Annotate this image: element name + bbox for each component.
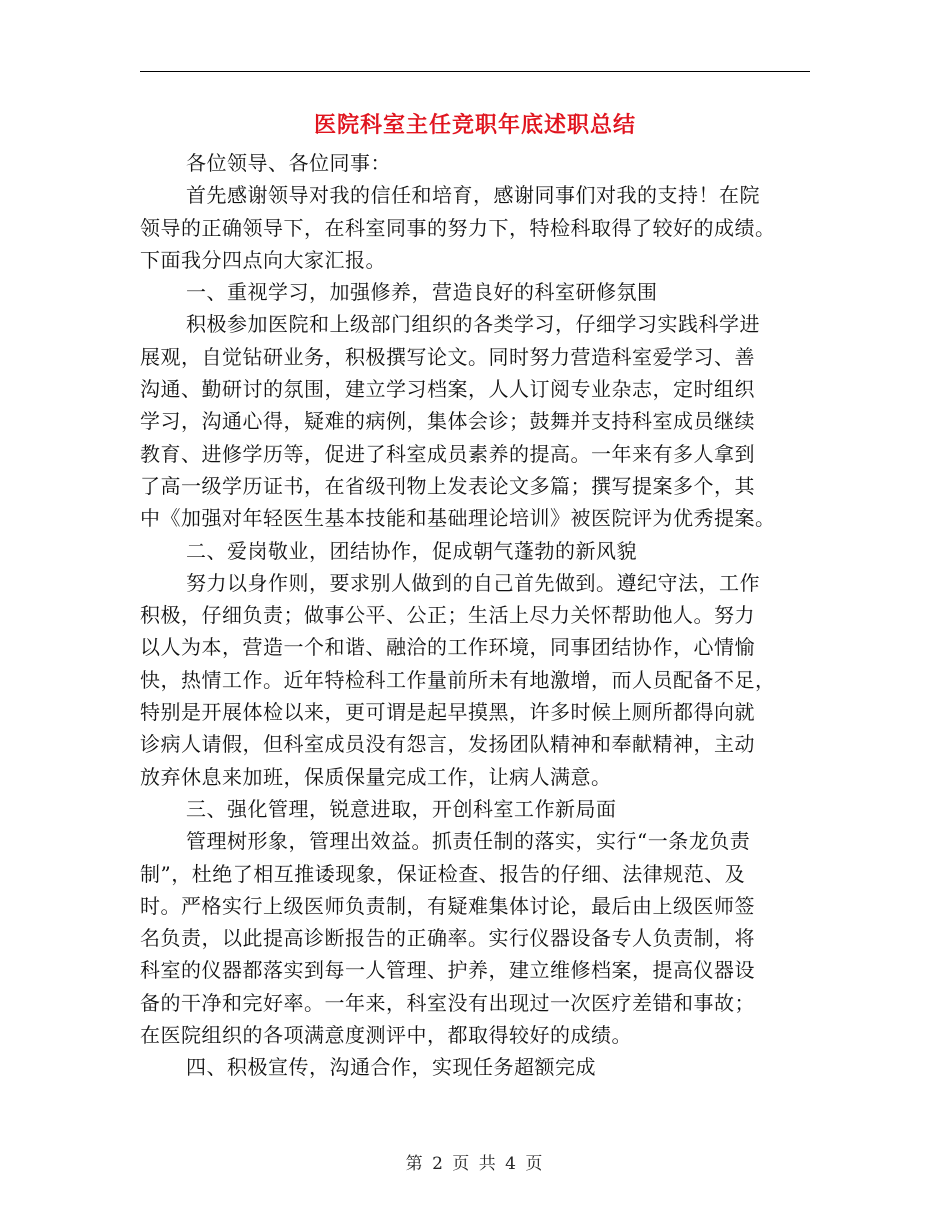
page-footer <box>0 1152 950 1176</box>
text-line: 放弃休息来加班，保质保量完成工作，让病人满意。 <box>140 764 612 789</box>
footer-prefix: 第 <box>405 1154 425 1174</box>
paragraph-section-1 <box>140 308 820 534</box>
section-heading-3 <box>140 793 820 825</box>
text-line: 以人为本，营造一个和谐、融洽的工作环境，同事团结协作，心情愉 <box>140 635 755 660</box>
footer-current-page: 2 <box>432 1154 445 1174</box>
text-line: 中《加强对年轻医生基本技能和基础理论培训》被医院评为优秀提案。 <box>140 506 776 531</box>
text-line: 积极参加医院和上级部门组织的各类学习，仔细学习实践科学进 <box>186 312 760 337</box>
document-title: 医院科室主任竞职年底述职总结 <box>313 112 636 138</box>
text-line: 诊病人请假，但科室成员没有怨言，发扬团队精神和奉献精神，主动 <box>140 732 755 757</box>
text-line: 沟通、勤研讨的氛围，建立学习档案，人人订阅专业杂志，定时组织 <box>140 377 755 402</box>
paragraph-salutation <box>140 147 820 179</box>
text-line: 科室的仪器都落实到每一人管理、护养，建立维修档案，提高仪器设 <box>140 958 755 983</box>
text-line: 管理树形象，管理出效益。抓责任制的落实，实行“一条龙负责 <box>186 829 751 854</box>
text-line: 四、积极宣传，沟通合作，实现任务超额完成 <box>186 1055 596 1080</box>
section-heading-4 <box>140 1051 820 1083</box>
text-line: 三、强化管理，锐意进取，开创科室工作新局面 <box>186 796 617 821</box>
text-line: 名负责，以此提高诊断报告的正确率。实行仪器设备专人负责制，将 <box>140 926 755 951</box>
text-line: 制”，杜绝了相互推诿现象，保证检查、报告的仔细、法律规范、及 <box>140 861 746 886</box>
paragraph-section-3 <box>140 825 820 1051</box>
footer-total-pages: 4 <box>505 1154 518 1174</box>
text-line: 教育、进修学历等，促进了科室成员素养的提高。一年来有多人拿到 <box>140 441 755 466</box>
paragraph-intro <box>140 179 820 276</box>
text-line: 备的干净和完好率。一年来，科室没有出现过一次医疗差错和事故； <box>140 990 755 1015</box>
text-line: 积极，仔细负责；做事公平、公正；生活上尽力关怀帮助他人。努力 <box>140 603 755 628</box>
text-line: 努力以身作则，要求别人做到的自己首先做到。遵纪守法，工作 <box>186 570 760 595</box>
footer-suffix: 页 <box>525 1154 545 1174</box>
text-line: 首先感谢领导对我的信任和培育，感谢同事们对我的支持！在院 <box>186 183 760 208</box>
text-line: 下面我分四点向大家汇报。 <box>140 247 386 272</box>
footer-middle: 页 共 <box>452 1154 498 1174</box>
text-line: 领导的正确领导下，在科室同事的努力下，特检科取得了较好的成绩。 <box>140 215 776 240</box>
text-line: 在医院组织的各项满意度测评中，都取得较好的成绩。 <box>140 1023 632 1048</box>
text-line: 一、重视学习，加强修养，营造良好的科室研修氛围 <box>186 280 658 305</box>
text-line: 特别是开展体检以来，更可谓是起早摸黑，许多时候上厕所都得向就 <box>140 700 755 725</box>
text-line: 二、爱岗敬业，团结协作，促成朝气蓬勃的新风貌 <box>186 538 637 563</box>
section-heading-2 <box>140 535 820 567</box>
text-line: 了高一级学历证书，在省级刊物上发表论文多篇；撰写提案多个，其 <box>140 473 755 498</box>
document-body <box>140 147 820 1084</box>
text-line: 各位领导、各位同事： <box>186 151 391 175</box>
paragraph-section-2 <box>140 567 820 793</box>
text-line: 快，热情工作。近年特检科工作量前所未有地激增，而人员配备不足， <box>140 667 776 692</box>
text-line: 学习，沟通心得，疑难的病例，集体会诊；鼓舞并支持科室成员继续 <box>140 409 755 434</box>
header-rule <box>140 71 810 72</box>
text-line: 时。严格实行上级医师负责制，有疑难集体讨论，最后由上级医师签 <box>140 893 755 918</box>
section-heading-1 <box>140 276 820 308</box>
text-line: 展观，自觉钻研业务，积极撰写论文。同时努力营造科室爱学习、善 <box>140 344 755 369</box>
